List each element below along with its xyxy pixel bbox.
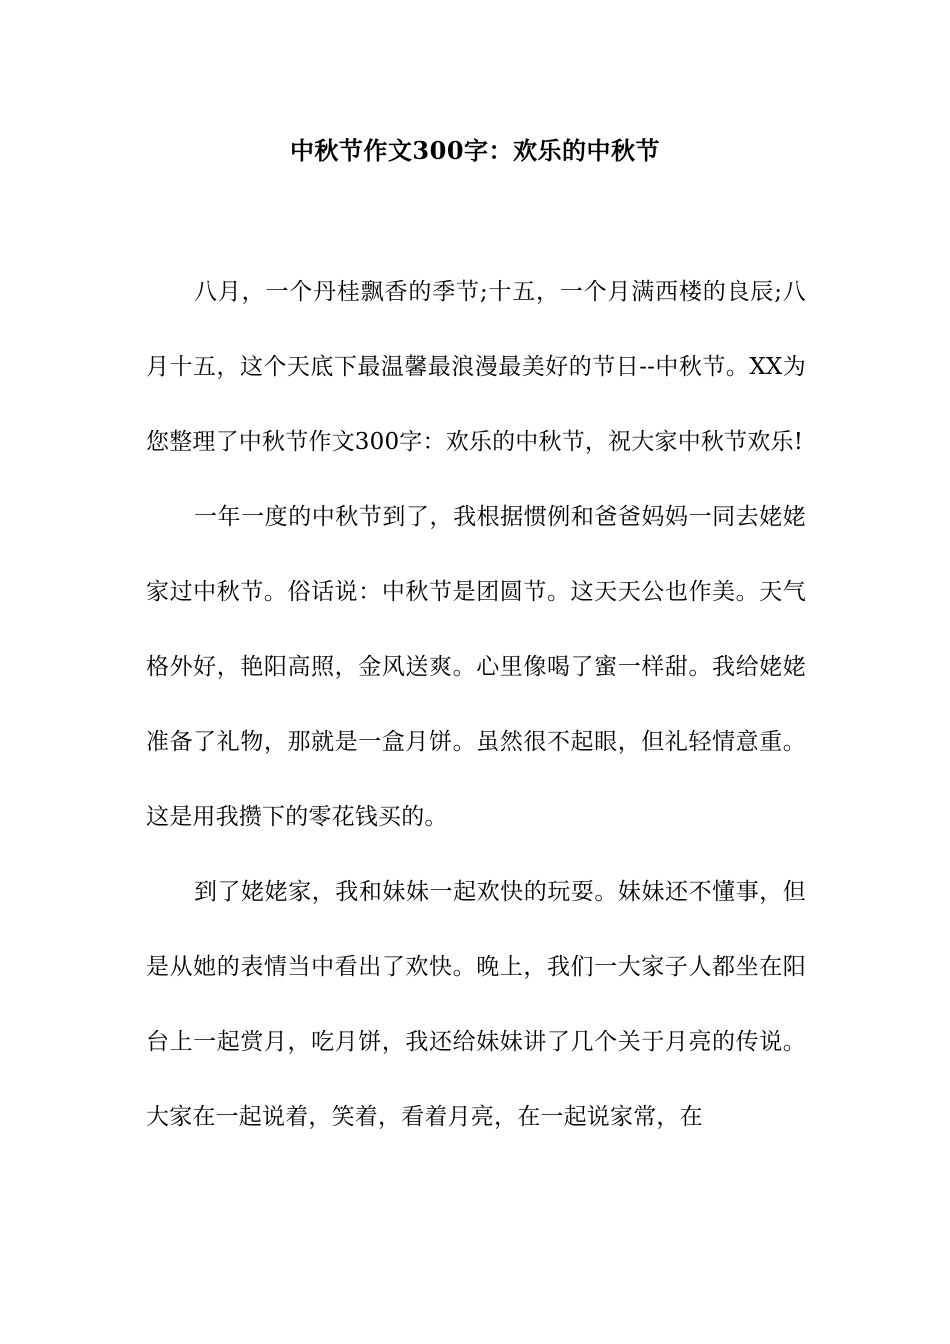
paragraph-visit: 一年一度的中秋节到了，我根据惯例和爸爸妈妈一同去姥姥家过中秋节。俗话说：中秋节是团圆节。这天天公也作美。天气格外好，艳阳高照，金风送爽。心里像喝了蜜一样甜。我给姥姥准备了礼物，那就是一盒月饼。虽然很不起眼，但礼轻情意重。这是用我攒下的零花钱买的。 bbox=[146, 504, 806, 830]
document-body bbox=[146, 255, 806, 1155]
document-title: 中秋节作文300字：欢乐的中秋节 bbox=[289, 136, 661, 165]
paragraph-moon-viewing: 到了姥姥家，我和妹妹一起欢快的玩耍。妹妹还不懂事，但是从她的表情当中看出了欢快。晚上，我们一大家子人都坐在阳台上一起赏月，吃月饼，我还给妹妹讲了几个关于月亮的传说。大家在一起说着，笑着，看着月亮，在一起说家常，在 bbox=[146, 879, 806, 1130]
paragraph-intro: 八月，一个丹桂飘香的季节;十五，一个月满西楼的良辰;八月十五，这个天底下最温馨最浪漫最美好的节日--中秋节。XX为您整理了中秋节作文300字：欢乐的中秋节，祝大家中秋节欢乐! bbox=[146, 279, 806, 455]
